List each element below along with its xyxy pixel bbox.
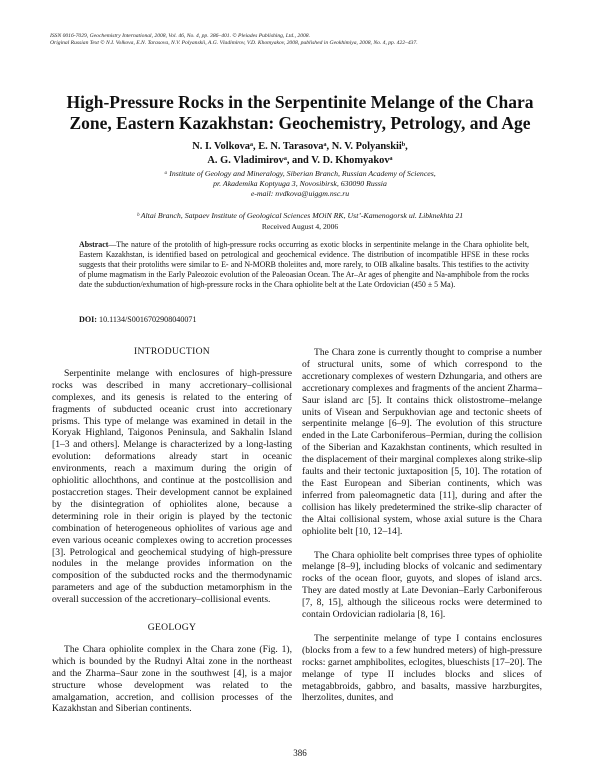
affiliation-a-line-1: ᵃ Institute of Geology and Mineralogy, Siberian Branch, Russian Academy of Sciences, xyxy=(164,169,436,178)
left-column xyxy=(52,346,292,715)
title-line-2: Zone, Eastern Kazakhstan: Geochemistry, Petrology, and Age xyxy=(69,113,531,133)
authors-line-1: N. I. Volkovaᵃ, E. N. Tarasovaᵃ, N. V. Polyanskiiᵇ, xyxy=(192,141,408,152)
journal-header xyxy=(50,33,550,47)
authors-line-2: A. G. Vladimirovᵃ, and V. D. Khomyakovᵃ xyxy=(207,154,393,166)
paper-title xyxy=(40,92,560,134)
doi xyxy=(79,315,529,325)
doi-value[interactable]: 10.1134/S0016702908040071 xyxy=(97,315,197,324)
page-number: 386 xyxy=(293,748,307,758)
abstract-label: Abstract xyxy=(79,240,109,249)
geology-paragraph-3: The Chara ophiolite belt comprises three types of ophiolite melange [8–9], including blocks of volcanic and sedimentary rocks of the ocean floor, guyots, and slopes of island arcs. They are dated mostly at Late Devonian–Early Carboniferous [7, 8, 15], although the siliceous rocks were determined to contain Ordovician radiolaria [8, 16]. xyxy=(302,549,542,621)
introduction-paragraph: Serpentinite melange with enclosures of high-pressure rocks was described in many accretionary–collisional complexes, and its genesis is related to the entering of fragments of subducted oceanic crust into accretionary prisms. This type of melange was examined in detail in the Koryak Highland, Taigonos Peninsula, and Sakhalin Island [1–3 and others]. Melange is characterized by a long-lasting evolution: deformations already start in oceanic environments, reach a maximum during the origin of ophiolitic allochthons, and continue at the postcollision and postaccretion stages. Their development cannot be explained by the disintegration of ophiolites alone, because a determining role in their origin is played by the tectonic combination of heterogeneous ophiolites of various age and even various oceanic complexes owing to accretion processes [3]. Petrological and geochemical studying of high-pressure nodules in the melange provides information on the composition of the subducted rocks and the thermodynamic parameters and age of the subduction metamorphism in the overall succession of the accretionary–collisional events. xyxy=(52,367,292,606)
header-original-text: Original Russian Text © N.I. Volkova, E.N. Tarasova, N.V. Polyanskii, A.G. Vladimirov, V.D. Khomyakov, 2008, published in Geokhimiya, 2008, No. 4, pp. 422–437. xyxy=(50,40,418,46)
header-citation: ISSN 0016-7029, Geochemistry International, 2008, Vol. 46, No. 4, pp. 386–401. © Pleiades Publishing, Ltd., 2008. xyxy=(50,33,310,39)
abstract-text: —The nature of the protolith of high-pressure rocks occurring as exotic blocks in serpentinite melange in the Chara ophiolite belt, Eastern Kazakhstan, is identified based on petrological and geochemical evidence. The distribution of incompatible HFSE in these rocks suggests that their protoliths were similar to E- and N-MORB tholeiites and, more rarely, to OIB alkaline basalts. This testifies to the activity of plume magmatism in the Early Paleozoic evolution of the Paleoasian Ocean. The Ar–Ar ages of phengite and Na-amphibole from the rocks date the subduction/exhumation of high-pressure rocks in the Chara ophiolite belt at the Late Ordovician (450 ± 5 Ma). xyxy=(79,240,529,289)
affiliation-a xyxy=(40,169,560,199)
affiliation-a-line-2: pr. Akademika Koptyuga 3, Novosibirsk, 630090 Russia xyxy=(213,179,387,188)
geology-paragraph-4: The serpentinite melange of type I contains enclosures (blocks from a few to a few hundred meters) of high-pressure rocks: garnet amphibolites, eclogites, blueschists [17–20]. The melange of type II includes blocks and slices of metagabbroids, gabbro, and basalts, massive harzburgites, lherzolites, dunites, and xyxy=(302,632,542,704)
geology-paragraph-2: The Chara zone is currently thought to comprise a number of structural units, some of which correspond to the accretionary complexes of western Dzhungaria, and others are accretionary complexes and fragments of the ancient Zharma–Saur island arc [5]. It contains thick olistostrome–melange units of Visean and Serpukhovian age and tectonic sheets of serpentinite melange [6–9]. The evolution of this structure ended in the Late Carboniferous–Permian, during the collision of the Siberian and Kazakhstan continents, which resulted in the displacement of their marginal complexes along strike-slip faults and their tectonic juxtaposition [5, 10]. The rotation of the East European and Siberian continents, which was inferred from paleomagnetic data [11], during and after the collision has likely predetermined the strike-slip character of the Altai collisional system, whose axial suture is the Chara ophiolite belt [10, 12–14]. xyxy=(302,347,542,537)
received-date: Received August 4, 2006 xyxy=(261,222,339,231)
affiliation-b xyxy=(40,211,560,221)
contact-email: e-mail: nvdkova@uiggm.nsc.ru xyxy=(250,189,350,198)
right-column xyxy=(302,347,542,704)
doi-label: DOI: xyxy=(79,315,97,324)
affiliation-b-line-1: ᵇ Altai Branch, Satpaev Institute of Geological Sciences MOiN RK, Ust’-Kamenogorsk ul. Libknekhta 21 xyxy=(136,211,464,220)
author-list xyxy=(40,140,560,167)
title-line-1: High-Pressure Rocks in the Serpentinite Melange of the Chara xyxy=(66,92,534,112)
geology-paragraph-1: The Chara ophiolite complex in the Chara zone (Fig. 1), which is bounded by the Rudnyi Altai zone in the northeast and the Zharma–Saur zone in the southwest [4], is a major structure whose development was related to the amalgamation, accretion, and collision processes of the Kazakhstan and Siberian continents. xyxy=(52,643,292,715)
abstract xyxy=(79,240,529,290)
section-heading-geology: GEOLOGY xyxy=(147,622,197,634)
section-heading-introduction: INTRODUCTION xyxy=(133,346,211,357)
